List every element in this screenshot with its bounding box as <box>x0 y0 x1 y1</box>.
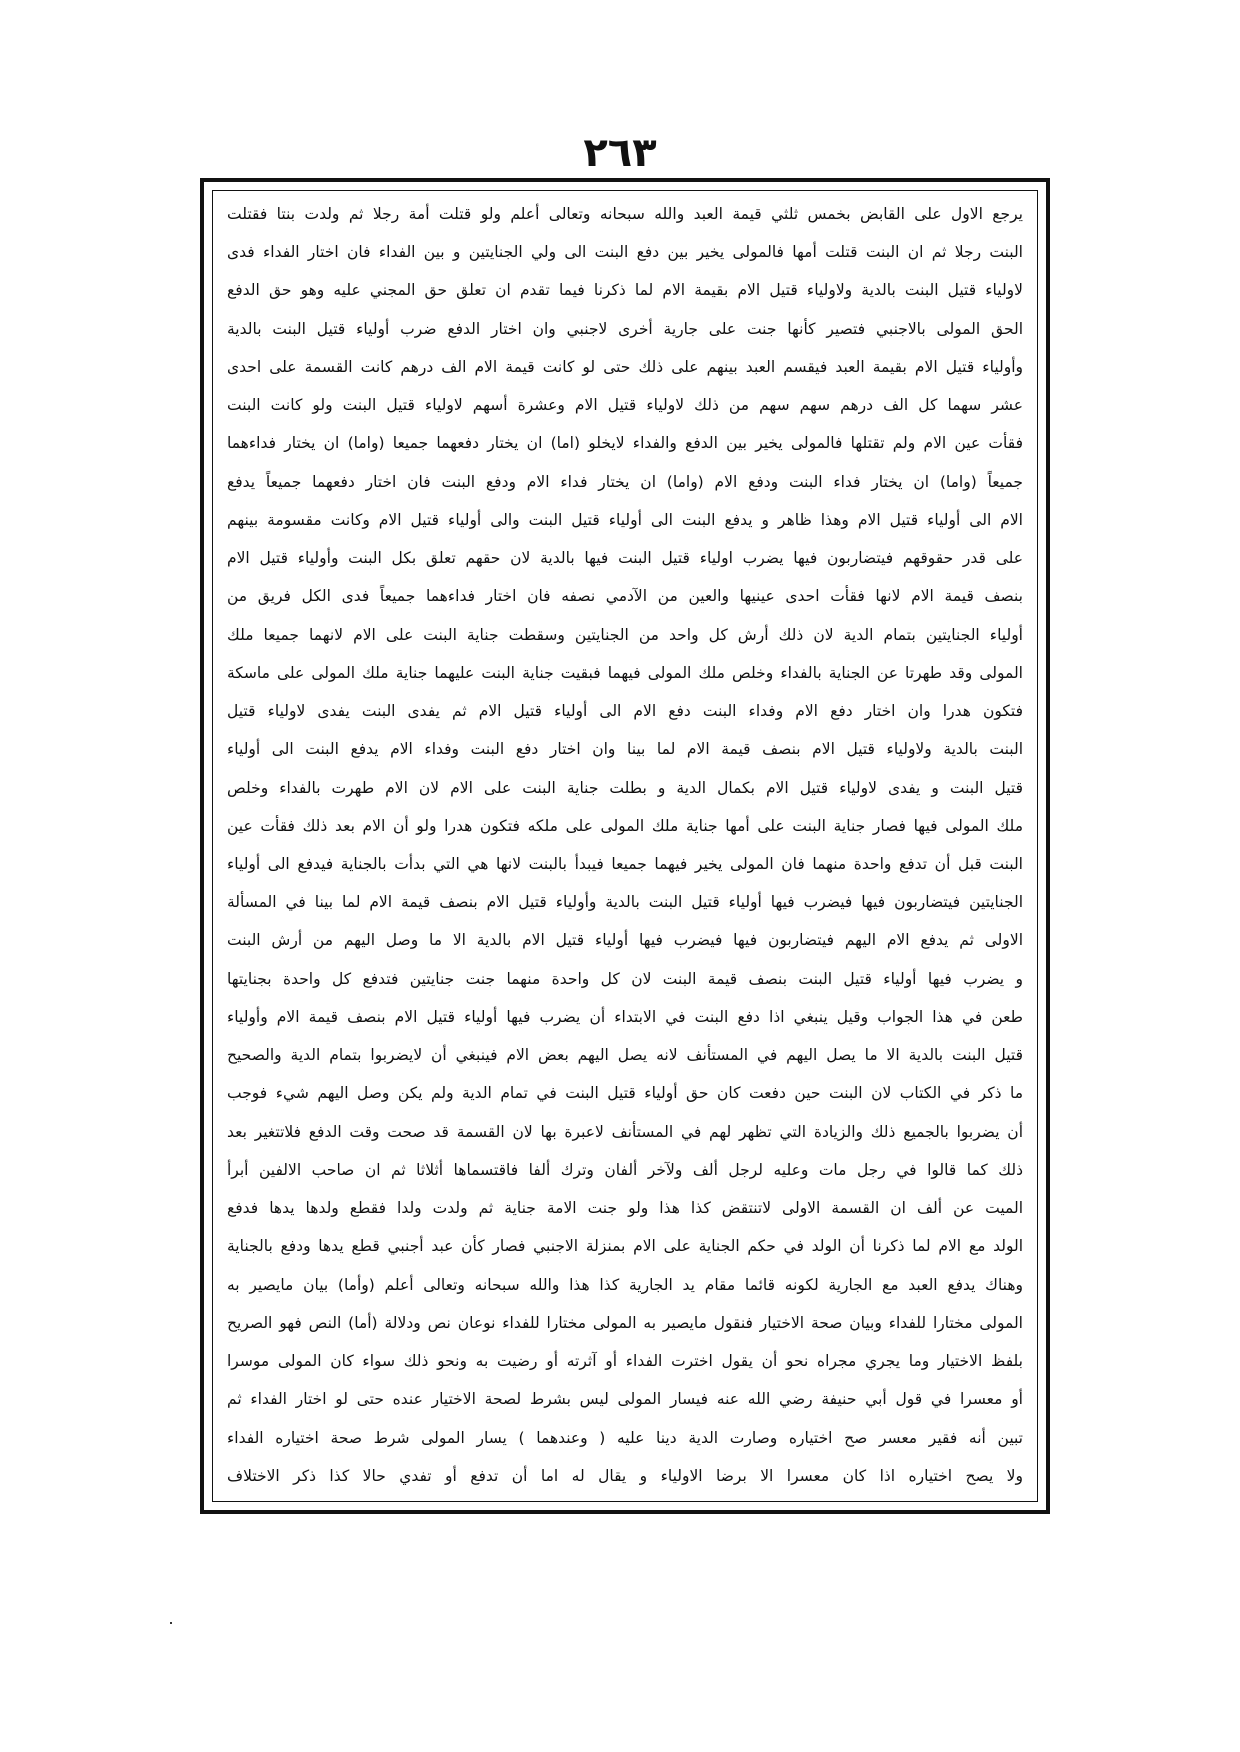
text-line: طعن في هذا الجواب وقيل ينبغي اذا دفع البنت في الابتداء أن يضرب فيها أولياء قتيل الام بنصف قيمة الام وأولياء <box>227 1007 1023 1026</box>
text-line: أو معسرا في قول أبي حنيفة رضي الله عنه فيسار المولى ليس بشرط لصحة الاختيار عنده حتى لو اختار الفداء ثم <box>227 1390 1023 1409</box>
stray-mark <box>170 1622 172 1624</box>
text-line: أن يضربوا بالجميع ذلك والزيادة التي تظهر لهم في المستأنف لاعبرة بها لان القسمة قد صحت وقت الدفع فلاتتغير بعد <box>227 1122 1023 1141</box>
text-line: بنصف قيمة الام لانها فقأت احدى عينيها والعين من الآدمي نصفه فان اختار فداءهما جميعاً فدى الكل فريق من <box>227 587 1023 606</box>
text-line: وهناك يدفع العبد مع الجارية لكونه قائما مقام يد الجارية كذا هذا والله سبحانه وتعالى أعلم (وأما) بيان مايصير به <box>227 1275 1023 1294</box>
text-line: الاولى ثم يدفع الام اليهم فيتضاربون فيها فيضرب فيها أولياء قتيل الام بالدية الا ما وصل اليهم من أرش البنت <box>227 931 1023 950</box>
text-line: البنت بالدية ولاولياء قتيل الام بنصف قيمة الام لما بينا وان اختار دفع البنت وفداء الام يدفع البنت الى أولياء <box>227 740 1023 759</box>
text-line: قتيل البنت و يفدى لاولياء قتيل الام بكمال الدية و بطلت جناية البنت على الام لان الام طهرت بالفداء وخلص <box>227 778 1023 797</box>
text-line: ما ذكر في الكتاب لان البنت حين دفعت كان حق أولياء قتيل البنت في تمام الدية ولم يكن وصل اليهم شيء فوجب <box>227 1084 1023 1103</box>
text-line: ملك المولى فيها فصار جناية البنت على أمها جناية ملك المولى على ملكه فتكون هدرا ولو أن الام بعد ذلك فقأت عين <box>227 816 1023 835</box>
body-text <box>227 199 1023 1491</box>
text-line: فقأت عين الام ولم تقتلها فالمولى يخير بين الدفع والفداء لايخلو (اما) ان يختار دفعهما جميعا (واما) ان يختار فداءهما <box>227 434 1023 453</box>
text-line: فتكون هدرا وان اختار دفع الام وفداء البنت دفع الام الى أولياء قتيل الام ثم يفدى البنت يفدى لاولياء قتيل <box>227 702 1023 721</box>
text-line: و يضرب فيها أولياء قتيل البنت بنصف قيمة البنت لان كل واحدة منهما جنت جنايتين فتدفع كل واحدة بجنايتها <box>227 969 1023 988</box>
text-line: الام الى أولياء قتيل الام وهذا ظاهر و يدفع البنت الى أولياء قتيل البنت والى أولياء قتيل الام وكانت مقسومة بينهم <box>227 510 1023 529</box>
text-line: عشر سهما كل الف درهم سهم سهم من ذلك لاولياء قتيل الام وعشرة أسهم لاولياء قتيل البنت ولو كانت البنت <box>227 396 1023 415</box>
text-line: المولى وقد طهرتا عن الجناية بالفداء وخلص ملك المولى فيهما فبقيت جناية البنت عليهما جناية ملك المولى على ماسكة <box>227 663 1023 682</box>
text-line: ولا يصح اختياره اذا كان معسرا الا برضا الاولياء و يقال له اما أن تدفع أو تفدي حالا كذا ذكر الاختلاف <box>227 1466 1023 1485</box>
text-line: قتيل البنت بالدية الا ما يصل اليهم في المستأنف لانه يصل اليهم بعض الام فينبغي أن لايضربوا بتمام الدية والصحيح <box>227 1046 1023 1065</box>
text-line: يرجع الاول على القابض بخمس ثلثي قيمة العبد والله سبحانه وتعالى أعلم ولو قتلت أمة رجلا ثم ولدت بنتا فقتلت <box>227 205 1023 223</box>
text-line: الميت عن ألف ان القسمة الاولى لاتنتقض كذا هذا ولو جنت الامة جناية ثم ولدت ولدا فقطع ولدها يدها فدفع <box>227 1199 1023 1218</box>
text-line: وأولياء قتيل الام بقيمة العبد فيقسم العبد بينهم على ذلك حتى لو كانت قيمة الام الف درهم كانت القسمة على احدى <box>227 357 1023 376</box>
text-line: الحق المولى بالاجنبي فتصير كأنها جنت على جارية أخرى لاجنبي وان اختار الدفع ضرب أولياء قتيل البنت بالدية <box>227 319 1023 338</box>
text-line: تبين أنه فقير معسر صح اختياره وصارت الدية دينا عليه ( وعندهما ) يسار المولى شرط صحة اختياره الفداء <box>227 1428 1023 1447</box>
text-line: جميعاً (واما) ان يختار فداء البنت ودفع الام (واما) ان يختار فداء الام ودفع البنت فان اختار دفعهما جميعاً يدفع <box>227 472 1023 491</box>
page-number: ٢٦٣ <box>583 130 657 176</box>
text-line: لاولياء قتيل البنت بالدية ولاولياء قتيل الام بقيمة الام لما ذكرنا فيما تقدم ان تعلق حق المجني عليه وهو حق الدفع <box>227 281 1023 300</box>
page-frame-inner-border <box>212 190 1038 1502</box>
page-frame <box>200 178 1050 1514</box>
text-line: ذلك كما قالوا في رجل مات وعليه لرجل ألف ولآخر ألفان وترك ألفا فاقتسماها أثلاثا ثم ان صاحب الالفين أبرأ <box>227 1160 1023 1179</box>
text-line: الجنايتين فيتضاربون فيها فيضرب فيها أولياء قتيل البنت بالدية وأولياء قتيل الام بنصف قيمة الام لما بينا في المسألة <box>227 893 1023 912</box>
text-line: البنت رجلا ثم ان البنت قتلت أمها فالمولى يخير بين دفع البنت الى ولي الجنايتين و بين الفداء فان اختار الفداء فدى <box>227 243 1023 262</box>
text-line: الولد مع الام لما ذكرنا أن الولد في حكم الجناية على الام بمنزلة الاجنبي فصار كأن عبد أجنبي قطع يدها ودفع بالجناية <box>227 1237 1023 1256</box>
text-line: بلفظ الاختيار وما يجري مجراه نحو أن يقول اخترت الفداء أو آثرته أو رضيت به ونحو ذلك سواء كان المولى موسرا <box>227 1352 1023 1371</box>
text-line: المولى مختارا للفداء وبيان صحة الاختيار فنقول مايصير به المولى مختارا للفداء نوعان نص ودلالة (أما) النص فهو الصريح <box>227 1313 1023 1332</box>
text-line: على قدر حقوقهم فيتضاربون فيها يضرب اولياء قتيل البنت فيها بالدية لان حقهم تعلق بكل البنت وأولياء قتيل الام <box>227 549 1023 568</box>
text-line: البنت قبل أن تدفع واحدة منهما فان المولى يخير فيهما جميعا فيبدأ بالبنت لانها هي التي بدأت بالجناية فيدفع الى أولياء <box>227 854 1023 873</box>
text-line: أولياء الجنايتين بتمام الدية لان ذلك أرش كل واحد من الجنايتين وسقطت جناية البنت على الام لانهما جميعا ملك <box>227 625 1023 644</box>
